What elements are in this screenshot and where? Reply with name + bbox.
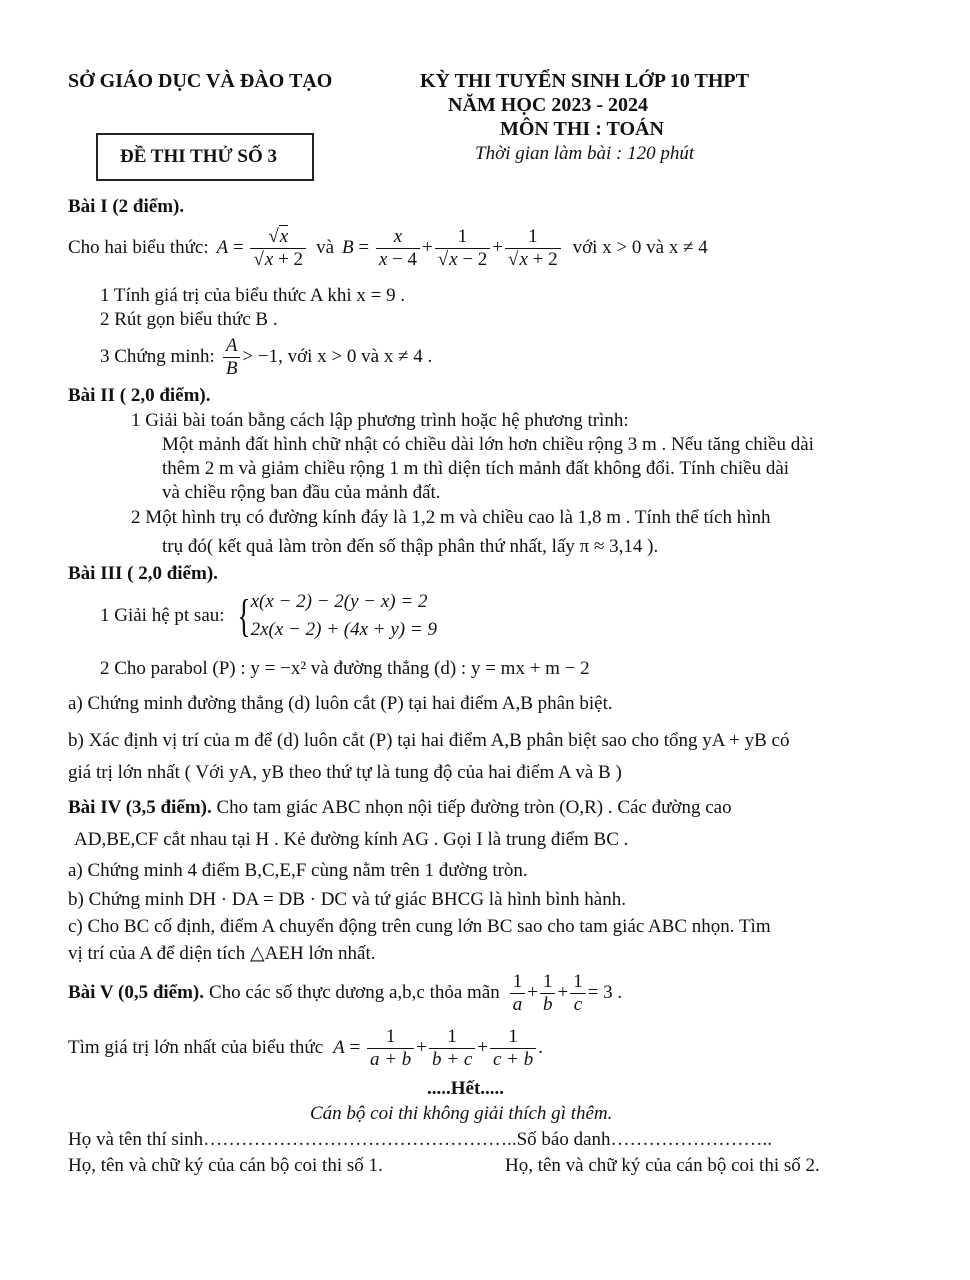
bai5-intro: Cho các số thực dương a,b,c thỏa mãn bbox=[209, 982, 500, 1003]
bai1-condition: với x > 0 và x ≠ 4 bbox=[572, 237, 708, 258]
proctor1-signature: Họ, tên và chữ ký của cán bộ coi thi số 1. bbox=[68, 1155, 383, 1176]
bai2-line4: và chiều rộng ban đầu của mảnh đất. bbox=[162, 482, 441, 503]
a-over-b-fraction: $\frac{A}{B}$ bbox=[223, 335, 241, 380]
trial-exam-label: ĐỀ THI THỬ SỐ 3 bbox=[120, 146, 277, 167]
expr-b-term1: $\frac{x}{x - 4}$ bbox=[376, 226, 420, 271]
frac-b-plus-c: $\frac{1}{b + c}$ bbox=[429, 1026, 475, 1071]
expr-b-term3: $\frac{1}{√x + 2}$ bbox=[505, 226, 561, 271]
system-brace: { bbox=[236, 590, 251, 641]
bai2-line2: Một mảnh đất hình chữ nhật có chiều dài lớn hơn chiều rộng 3 m . Nếu tăng chiều dài bbox=[162, 434, 814, 455]
expr-b-term2: $\frac{1}{√x - 2}$ bbox=[435, 226, 491, 271]
end-marker: .....Hết..... bbox=[427, 1078, 505, 1099]
department-name: SỞ GIÁO DỤC VÀ ĐÀO TẠO bbox=[68, 70, 333, 92]
bai3-system bbox=[100, 588, 437, 644]
frac-a-plus-b: $\frac{1}{a + b}$ bbox=[367, 1026, 414, 1071]
bai1-q1: 1 Tính giá trị của biểu thức A khi x = 9 . bbox=[100, 285, 406, 306]
bai2-line5: 2 Một hình trụ có đường kính đáy là 1,2 m và chiều cao là 1,8 m . Tính thể tích hình bbox=[131, 507, 771, 528]
bai4-a: a) Chứng minh 4 điểm B,C,E,F cùng nằm trên 1 đường tròn. bbox=[68, 860, 528, 881]
bai5-cond-tail: = 3 . bbox=[587, 982, 623, 1003]
frac-1-a: $\frac{1}{a}$ bbox=[510, 971, 526, 1016]
bai3-q1-label: 1 Giải hệ pt sau: bbox=[100, 605, 225, 626]
bai5-line2: Tìm giá trị lớn nhất của biểu thức A = $\frac{1}{a + b}$ + $\frac{1}{b + c}$ + $\frac{1}{c + b}$ . bbox=[68, 1025, 544, 1070]
equation-1: x(x − 2) − 2(y − x) = 2 bbox=[250, 590, 428, 612]
bai1-q3-tail: > −1, với x > 0 và x ≠ 4 . bbox=[242, 346, 433, 367]
bai1-q3 bbox=[100, 332, 432, 382]
frac-1-c: $\frac{1}{c}$ bbox=[570, 971, 586, 1016]
bai4-heading: Bài IV (3,5 điểm). bbox=[68, 797, 212, 818]
proctor2-signature: Họ, tên và chữ ký của cán bộ coi thi số 2. bbox=[505, 1155, 820, 1176]
candidate-info-line: Họ và tên thí sinh…………………………………………..Số báo danh…………………….. bbox=[68, 1129, 773, 1150]
bai2-line6: trụ đó( kết quả làm tròn đến số thập phân thứ nhất, lấy π ≈ 3,14 ). bbox=[162, 536, 659, 557]
bai4-intro: Cho tam giác ABC nhọn nội tiếp đường tròn (O,R) . Các đường cao bbox=[216, 797, 732, 818]
bai3-q2: 2 Cho parabol (P) : y = −x² và đường thẳng (d) : y = mx + m − 2 bbox=[100, 658, 590, 679]
bai1-intro: Cho hai biểu thức: bbox=[68, 237, 209, 258]
bai3-a: a) Chứng minh đường thẳng (d) luôn cắt (P) tại hai điểm A,B phân biệt. bbox=[68, 693, 613, 714]
bai4-line2: AD,BE,CF cắt nhau tại H . Kẻ đường kính AG . Gọi I là trung điểm BC . bbox=[74, 829, 629, 850]
bai1-q3-label: 3 Chứng minh: bbox=[100, 346, 215, 367]
bai2-line3: thêm 2 m và giảm chiều rộng 1 m thì diện tích mảnh đất không đổi. Tính chiều dài bbox=[162, 458, 790, 479]
bai3-b1: b) Xác định vị trí của m để (d) luôn cắt (P) tại hai điểm A,B phân biệt sao cho tổng yA + yB có bbox=[68, 730, 790, 751]
bai1-heading: Bài I (2 điểm). bbox=[68, 196, 185, 217]
bai5-question: Tìm giá trị lớn nhất của biểu thức bbox=[68, 1037, 324, 1058]
expr-a-fraction: $\frac{√x}{√x + 2}$ bbox=[250, 226, 306, 271]
school-year: NĂM HỌC 2023 - 2024 bbox=[448, 94, 648, 116]
bai3-heading: Bài III ( 2,0 điểm). bbox=[68, 563, 218, 584]
bai5-line1: Bài V (0,5 điểm). Cho các số thực dương a,b,c thỏa mãn $\frac{1}{a}$ + $\frac{1}{b}$ + $\frac{1}{c}$ = 3 . bbox=[68, 970, 623, 1015]
bai2-line1: 1 Giải bài toán bằng cách lập phương trình hoặc hệ phương trình: bbox=[131, 410, 629, 431]
bai4-line1 bbox=[68, 797, 732, 819]
equation-2: 2x(x − 2) + (4x + y) = 9 bbox=[250, 619, 437, 640]
bai4-c1: c) Cho BC cố định, điểm A chuyển động trên cung lớn BC sao cho tam giác ABC nhọn. Tìm bbox=[68, 916, 771, 937]
frac-1-b: $\frac{1}{b}$ bbox=[540, 971, 556, 1016]
bai5-heading: Bài V (0,5 điểm). bbox=[68, 982, 204, 1003]
exam-time: Thời gian làm bài : 120 phút bbox=[475, 143, 695, 164]
bai4-b: b) Chứng minh DH · DA = DB · DC và tứ giác BHCG là hình bình hành. bbox=[68, 889, 626, 910]
bai4-c2: vị trí của A để diện tích △AEH lớn nhất. bbox=[68, 943, 376, 964]
bai1-expressions: Cho hai biểu thức: A = $\frac{√x}{√x + 2}$ và B = $\frac{x}{x - 4}$ + $\frac{1}{√x - 2}$ + $\frac{1}{√x + 2}$ với x > 0 và x ≠ 4 bbox=[68, 225, 708, 270]
trial-exam-box bbox=[96, 133, 314, 181]
exam-title: KỲ THI TUYỂN SINH LỚP 10 THPT bbox=[420, 70, 749, 92]
equation-system bbox=[251, 588, 437, 645]
frac-c-plus-b: $\frac{1}{c + b}$ bbox=[490, 1026, 536, 1071]
bai2-heading: Bài II ( 2,0 điểm). bbox=[68, 385, 211, 406]
subject: MÔN THI : TOÁN bbox=[500, 118, 664, 140]
proctor-note: Cán bộ coi thi không giải thích gì thêm. bbox=[310, 1103, 613, 1124]
bai1-q2: 2 Rút gọn biểu thức B . bbox=[100, 309, 278, 330]
bai3-b2: giá trị lớn nhất ( Với yA, yB theo thứ tự là tung độ của hai điểm A và B ) bbox=[68, 762, 622, 783]
